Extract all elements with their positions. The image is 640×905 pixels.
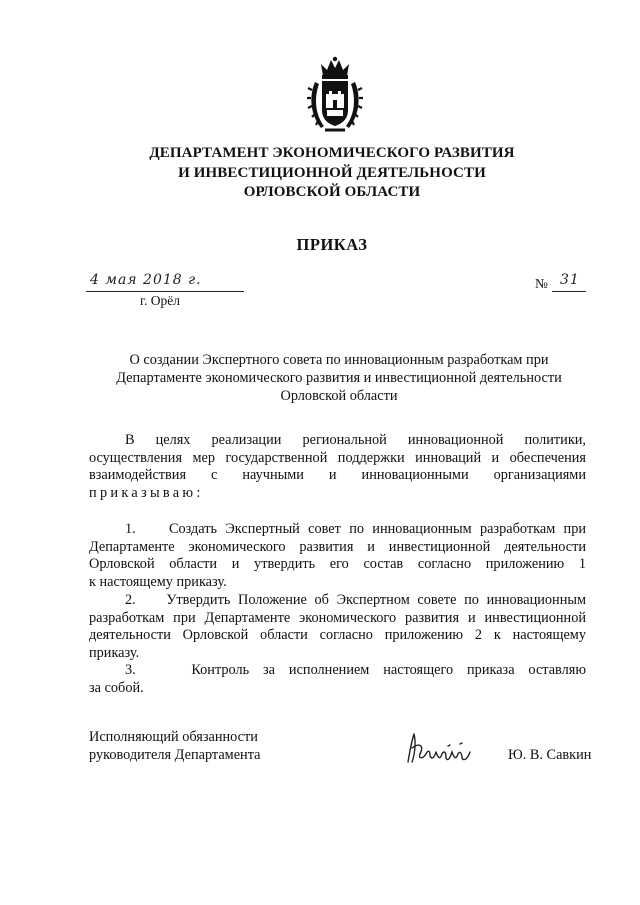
- item-text: приказу.: [89, 644, 140, 661]
- preamble-line: осуществления мер государственной поддержки инноваций и обеспечения: [89, 449, 586, 466]
- item-number: 1.: [125, 521, 136, 537]
- number-underline: [552, 291, 586, 292]
- order-item-3: [89, 662, 586, 697]
- date-underline: [86, 291, 244, 292]
- department-name-line-1: ДЕПАРТАМЕНТ ЭКОНОМИЧЕСКОГО РАЗВИТИЯ: [149, 145, 515, 161]
- city-label: г. Орёл: [140, 293, 180, 308]
- preamble: [89, 432, 586, 502]
- order-item-1: [89, 521, 586, 591]
- document-number: 31: [560, 272, 580, 288]
- signatory-position: [89, 728, 260, 764]
- position-line: Исполняющий обязанности: [89, 729, 258, 745]
- item-number: 3.: [125, 662, 136, 678]
- item-text: Департаменте экономического развития и инвестиционной деятельности: [89, 538, 586, 555]
- subject-line: Департаменте экономического развития и инвестиционной деятельности: [116, 370, 562, 386]
- preamble-line: В целях реализации региональной инновационной политики,: [125, 432, 586, 448]
- subject-line: Орловской области: [280, 388, 398, 404]
- preamble-line: взаимодействия с научными и инновационными организациями: [89, 467, 586, 483]
- item-text: деятельности Орловской области согласно приложению 2 к настоящему: [89, 627, 586, 643]
- department-name-line-2: И ИНВЕСТИЦИОННОЙ ДЕЯТЕЛЬНОСТИ: [178, 165, 486, 181]
- item-text: Создать Экспертный совет по инновационным разработкам при: [168, 521, 587, 537]
- department-name-line-3: ОРЛОВСКОЙ ОБЛАСТИ: [243, 184, 421, 200]
- order-item-2: [89, 592, 586, 662]
- document-title: ПРИКАЗ: [296, 235, 368, 254]
- handwritten-signature-icon: [402, 728, 482, 768]
- number-label: №: [535, 276, 548, 291]
- signatory-name: Ю. В. Савкин: [508, 747, 592, 763]
- item-number: 2.: [125, 592, 136, 608]
- item-text: Утвердить Положение об Экспертном совете по инновационным: [166, 592, 586, 608]
- item-text: Контроль за исполнением настоящего приказа оставляю: [191, 662, 587, 678]
- subject-line: О создании Экспертного совета по инновационным разработкам при: [129, 352, 549, 368]
- document-subject: [94, 351, 584, 405]
- item-text: к настоящему приказу.: [89, 573, 227, 590]
- position-line: руководителя Департамента: [89, 747, 261, 763]
- preamble-order-word: приказываю:: [89, 484, 204, 501]
- document-date: 4 мая 2018 г.: [90, 272, 202, 288]
- item-text: за собой.: [89, 679, 144, 696]
- item-text: Орловской области и утвердить его состав согласно приложению 1: [89, 556, 586, 572]
- item-text: разработкам при Департаменте экономического развития и инвестиционной: [89, 609, 586, 626]
- coat-of-arms-emblem-icon: [307, 56, 363, 134]
